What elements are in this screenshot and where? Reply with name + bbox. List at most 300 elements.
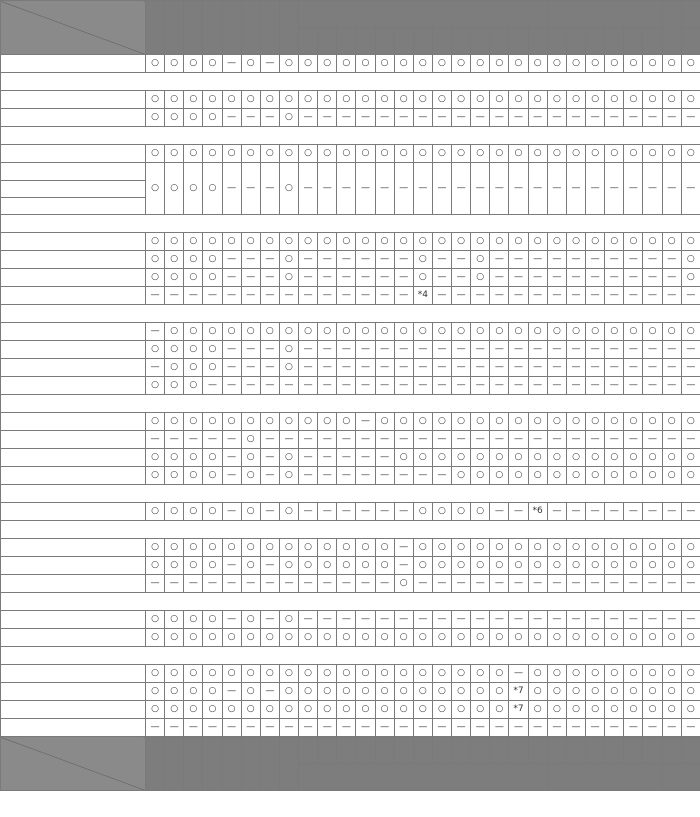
cell: *7: [509, 683, 528, 701]
cell: ○: [662, 557, 681, 575]
cell: ○: [471, 503, 490, 521]
cell: ○: [184, 341, 203, 359]
cell: ○: [528, 91, 547, 109]
mode-0: [146, 737, 165, 791]
cell: ○: [241, 611, 260, 629]
cell: —: [624, 359, 643, 377]
cell: ○: [222, 665, 241, 683]
mode-7: [279, 1, 298, 55]
cell: ○: [146, 503, 165, 521]
cell: ○: [624, 323, 643, 341]
cell: —: [471, 719, 490, 737]
cell: ○: [566, 55, 585, 73]
cell: —: [356, 467, 375, 485]
cell: —: [547, 163, 566, 215]
cell: —: [299, 719, 318, 737]
cell: —: [643, 377, 662, 395]
cell: ○: [586, 91, 605, 109]
cell: —: [375, 431, 394, 449]
cell: ○: [643, 683, 662, 701]
cell: ○: [394, 449, 413, 467]
mode-24: [605, 28, 624, 55]
cell: —: [586, 611, 605, 629]
cell: —: [509, 377, 528, 395]
cell: ○: [165, 341, 184, 359]
cell: —: [222, 287, 241, 305]
cell: ○: [318, 323, 337, 341]
cell: ○: [184, 683, 203, 701]
cell: ○: [624, 233, 643, 251]
cell: —: [471, 359, 490, 377]
cell: ○: [509, 449, 528, 467]
cell: ○: [279, 341, 298, 359]
cell: ○: [394, 55, 413, 73]
cell: —: [337, 611, 356, 629]
cell: ○: [299, 683, 318, 701]
cell: ○: [452, 449, 471, 467]
cell: ○: [337, 145, 356, 163]
cell: ○: [279, 413, 298, 431]
cell: ○: [432, 503, 451, 521]
cell: —: [222, 109, 241, 127]
cell: —: [662, 287, 681, 305]
cell: —: [356, 251, 375, 269]
cell: —: [528, 269, 547, 287]
cell: —: [605, 503, 624, 521]
cell: —: [146, 575, 165, 593]
cell: ○: [452, 629, 471, 647]
cell: ○: [146, 665, 165, 683]
cell: ○: [299, 55, 318, 73]
row-label: [1, 449, 146, 467]
cell: ○: [394, 413, 413, 431]
cell: ○: [279, 665, 298, 683]
cell: —: [547, 575, 566, 593]
cell: ○: [413, 449, 432, 467]
cell: —: [624, 503, 643, 521]
cell: —: [413, 163, 432, 215]
cell: —: [605, 377, 624, 395]
cell: ○: [681, 683, 700, 701]
cell: —: [586, 575, 605, 593]
cell: ○: [586, 539, 605, 557]
cell: ○: [432, 413, 451, 431]
cell: —: [375, 269, 394, 287]
cell: —: [375, 377, 394, 395]
cell: —: [222, 719, 241, 737]
cell: ○: [432, 55, 451, 73]
cell: —: [624, 109, 643, 127]
cell: ○: [203, 359, 222, 377]
cell: ○: [279, 467, 298, 485]
cell: —: [452, 611, 471, 629]
cell: ○: [184, 377, 203, 395]
mode-6: [260, 1, 279, 55]
cell: ○: [222, 323, 241, 341]
cell: ○: [528, 629, 547, 647]
cell: ○: [279, 109, 298, 127]
cell: —: [203, 287, 222, 305]
cell: —: [490, 287, 509, 305]
cell: ○: [432, 449, 451, 467]
cell: —: [586, 163, 605, 215]
cell: ○: [490, 413, 509, 431]
cell: ○: [279, 701, 298, 719]
cell: —: [681, 377, 700, 395]
cell: ○: [528, 557, 547, 575]
cell: ○: [413, 233, 432, 251]
cell: ○: [299, 91, 318, 109]
cell: —: [490, 341, 509, 359]
cell: —: [681, 719, 700, 737]
cell: —: [624, 251, 643, 269]
cell: —: [222, 163, 241, 215]
cell: ○: [299, 413, 318, 431]
cell: ○: [605, 449, 624, 467]
cell: ○: [184, 665, 203, 683]
cell: —: [490, 251, 509, 269]
cell: ○: [471, 323, 490, 341]
cell: ○: [203, 557, 222, 575]
cell: ○: [643, 701, 662, 719]
cell: —: [605, 611, 624, 629]
cell: —: [394, 359, 413, 377]
cell: ○: [356, 665, 375, 683]
cell: —: [260, 467, 279, 485]
cell: —: [471, 163, 490, 215]
cell: —: [490, 269, 509, 287]
cell: —: [624, 575, 643, 593]
cell: ○: [165, 55, 184, 73]
cell: ○: [375, 683, 394, 701]
cell: ○: [643, 91, 662, 109]
cell: —: [624, 431, 643, 449]
mode-13: [394, 28, 413, 55]
cell: —: [356, 287, 375, 305]
mode-13: [394, 737, 413, 764]
cell: —: [260, 287, 279, 305]
cell: ○: [299, 665, 318, 683]
cell: ○: [586, 683, 605, 701]
cell: ○: [509, 323, 528, 341]
mode-14: [413, 28, 432, 55]
cell: ○: [165, 109, 184, 127]
scn-group: [299, 1, 548, 28]
cell: ○: [203, 55, 222, 73]
cell: —: [681, 109, 700, 127]
cell: —: [356, 719, 375, 737]
cell: ○: [471, 145, 490, 163]
cell: ○: [452, 539, 471, 557]
cell: —: [432, 431, 451, 449]
cell: —: [337, 269, 356, 287]
cell: —: [605, 251, 624, 269]
cell: ○: [165, 467, 184, 485]
cell: ○: [279, 251, 298, 269]
cell: —: [184, 575, 203, 593]
cell: —: [432, 611, 451, 629]
cell: ○: [356, 701, 375, 719]
cell: ○: [662, 413, 681, 431]
cell: —: [605, 719, 624, 737]
cell: ○: [222, 629, 241, 647]
cell: ○: [203, 341, 222, 359]
mode-17: [471, 737, 490, 764]
cell: —: [394, 163, 413, 215]
cell: —: [146, 719, 165, 737]
cell: ○: [643, 539, 662, 557]
cell: ○: [452, 145, 471, 163]
cell: ○: [203, 629, 222, 647]
cell: ○: [165, 323, 184, 341]
cell: ○: [643, 467, 662, 485]
cell: —: [260, 163, 279, 215]
cell: ○: [566, 413, 585, 431]
cell: —: [452, 163, 471, 215]
cell: ○: [528, 701, 547, 719]
cell: ○: [318, 55, 337, 73]
cell: ○: [165, 269, 184, 287]
cell: ○: [318, 233, 337, 251]
cell: —: [624, 287, 643, 305]
cell: ○: [356, 91, 375, 109]
cell: ○: [394, 91, 413, 109]
cell: —: [452, 377, 471, 395]
cell: —: [566, 163, 585, 215]
cell: —: [509, 575, 528, 593]
cell: ○: [394, 323, 413, 341]
cell: —: [413, 359, 432, 377]
cell: ○: [681, 323, 700, 341]
mode-1: [165, 737, 184, 791]
cell: ○: [471, 251, 490, 269]
cell: —: [586, 719, 605, 737]
cell: —: [490, 575, 509, 593]
cell: —: [547, 269, 566, 287]
cell: —: [241, 163, 260, 215]
cell: ○: [624, 145, 643, 163]
cell: —: [586, 287, 605, 305]
cell: ○: [394, 629, 413, 647]
cell: ○: [643, 665, 662, 683]
cell: —: [318, 431, 337, 449]
cell: ○: [203, 233, 222, 251]
cell: ○: [605, 629, 624, 647]
cell: —: [299, 611, 318, 629]
cell: ○: [528, 233, 547, 251]
section-title: [1, 395, 700, 413]
cell: —: [547, 341, 566, 359]
cell: ○: [184, 233, 203, 251]
cell: —: [241, 359, 260, 377]
cell: ○: [566, 145, 585, 163]
cell: ○: [662, 665, 681, 683]
cell: ○: [681, 269, 700, 287]
cell: ○: [356, 323, 375, 341]
cell: ○: [681, 145, 700, 163]
cell: ○: [662, 449, 681, 467]
cell: ○: [394, 145, 413, 163]
mode-10: [337, 28, 356, 55]
cell: ○: [452, 557, 471, 575]
cell: —: [528, 575, 547, 593]
row-label: [1, 629, 146, 647]
cell: ○: [490, 629, 509, 647]
cell: ○: [184, 557, 203, 575]
cell: ○: [203, 269, 222, 287]
cell: —: [681, 503, 700, 521]
cell: ○: [375, 539, 394, 557]
row-label: [1, 539, 146, 557]
row-label: [1, 467, 146, 485]
cell: —: [337, 341, 356, 359]
cell: —: [318, 341, 337, 359]
cell: ○: [279, 503, 298, 521]
cell: ○: [586, 629, 605, 647]
cell: ○: [624, 55, 643, 73]
cell: —: [681, 575, 700, 593]
cell: —: [146, 431, 165, 449]
cell: —: [394, 719, 413, 737]
cell: —: [279, 575, 298, 593]
cell: *4: [413, 287, 432, 305]
cell: —: [375, 287, 394, 305]
cell: —: [222, 359, 241, 377]
cell: —: [356, 503, 375, 521]
cell: ○: [146, 233, 165, 251]
cell: ○: [146, 611, 165, 629]
cell: ○: [605, 323, 624, 341]
cell: —: [375, 503, 394, 521]
cell: ○: [547, 233, 566, 251]
cell: —: [528, 251, 547, 269]
cell: ○: [681, 251, 700, 269]
cell: ○: [375, 323, 394, 341]
cell: ○: [413, 269, 432, 287]
cell: ○: [432, 683, 451, 701]
section-title: [1, 521, 700, 539]
mode-15: [432, 737, 451, 764]
mode-22: [566, 28, 585, 55]
cell: ○: [203, 701, 222, 719]
cell: ○: [260, 323, 279, 341]
cell: —: [279, 377, 298, 395]
cell: ○: [490, 91, 509, 109]
cell: ○: [299, 233, 318, 251]
cell: ○: [566, 665, 585, 683]
cell: —: [586, 377, 605, 395]
cell: ○: [165, 701, 184, 719]
cell: —: [375, 109, 394, 127]
cell: —: [165, 719, 184, 737]
cell: ○: [318, 145, 337, 163]
cell: ○: [241, 629, 260, 647]
cell: —: [299, 467, 318, 485]
cell: ○: [279, 629, 298, 647]
cell: —: [318, 269, 337, 287]
cell: ○: [662, 629, 681, 647]
cell: —: [547, 251, 566, 269]
cell: —: [528, 431, 547, 449]
cell: —: [299, 449, 318, 467]
mode-12: [375, 28, 394, 55]
cell: ○: [605, 91, 624, 109]
cell: —: [203, 431, 222, 449]
cell: ○: [165, 539, 184, 557]
section-title: [1, 73, 700, 91]
cell: ○: [547, 91, 566, 109]
cell: ○: [681, 539, 700, 557]
cell: —: [586, 503, 605, 521]
cell: ○: [375, 91, 394, 109]
cell: —: [356, 359, 375, 377]
cell: ○: [241, 431, 260, 449]
cell: —: [394, 269, 413, 287]
cell: ○: [643, 629, 662, 647]
cell: —: [509, 163, 528, 215]
cell: —: [566, 269, 585, 287]
cell: —: [375, 719, 394, 737]
cell: ○: [375, 55, 394, 73]
cell: —: [241, 251, 260, 269]
cell: ○: [184, 467, 203, 485]
cell: ○: [146, 109, 165, 127]
cell: ○: [146, 701, 165, 719]
cell: —: [299, 503, 318, 521]
mode-21: [547, 28, 566, 55]
cell: ○: [605, 683, 624, 701]
cell: —: [356, 163, 375, 215]
cell: ○: [222, 539, 241, 557]
cell: ○: [356, 539, 375, 557]
cell: —: [509, 719, 528, 737]
cell: —: [509, 611, 528, 629]
cell: ○: [165, 377, 184, 395]
cell: ○: [528, 683, 547, 701]
cell: —: [605, 109, 624, 127]
cell: ○: [241, 665, 260, 683]
cell: ○: [318, 683, 337, 701]
cell: —: [662, 719, 681, 737]
mode-19: [509, 28, 528, 55]
cell: ○: [146, 539, 165, 557]
cell: ○: [432, 145, 451, 163]
mode-0: [146, 1, 165, 55]
cell: —: [643, 341, 662, 359]
cell: ○: [624, 467, 643, 485]
cell: —: [490, 377, 509, 395]
cell: —: [643, 575, 662, 593]
cell: ○: [241, 233, 260, 251]
cell: —: [222, 251, 241, 269]
creative-group: [547, 1, 662, 28]
cell: —: [509, 269, 528, 287]
cell: —: [681, 287, 700, 305]
cell: —: [432, 287, 451, 305]
cell: ○: [184, 251, 203, 269]
cell: ○: [356, 683, 375, 701]
cell: ○: [279, 449, 298, 467]
cell: —: [471, 377, 490, 395]
cell: ○: [413, 665, 432, 683]
cell: —: [605, 359, 624, 377]
cell: ○: [566, 701, 585, 719]
cell: —: [432, 269, 451, 287]
cell: ○: [184, 109, 203, 127]
cell: ○: [146, 683, 165, 701]
cell: ○: [605, 145, 624, 163]
cell: ○: [184, 413, 203, 431]
